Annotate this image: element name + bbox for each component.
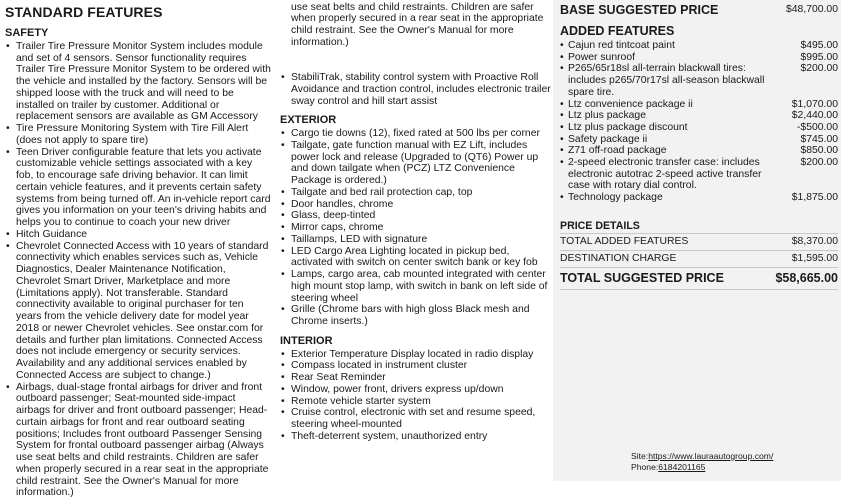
safety-airbag-continuation [280, 25, 552, 72]
phone-link[interactable]: 6184201165 [658, 462, 705, 472]
added-feature-amount: $495.00 [800, 40, 838, 52]
base-price-row [560, 3, 838, 17]
interior-item: • Exterior Temperature Display located in radio display [280, 349, 552, 361]
added-feature-row [560, 192, 838, 204]
total-price-value: $58,665.00 [775, 271, 838, 285]
total-price-label: TOTAL SUGGESTED PRICE [560, 271, 724, 285]
total-added-label: TOTAL ADDED FEATURES [560, 236, 688, 247]
pricing-panel [553, 0, 841, 481]
added-feature-amount: $2,440.00 [792, 110, 838, 122]
added-feature-name: Power sunroof [568, 52, 635, 63]
added-feature-amount: $200.00 [800, 157, 838, 169]
added-feature-row [560, 63, 838, 98]
added-feature-name: Technology package [568, 192, 663, 203]
safety-item: • Airbags, dual-stage frontal airbags for driver and front outboard passenger; Seat-mounted side-impact airbags for driver and front outboard passenger; Head-curtain airbags for front and rear outboard seating positions; Includes front outboard Passenger Sensing System for frontal outboard passenger airbag (Always use seat belts and child restraints. Children are safer when properly secured in a rear seat in the appropriate child restraint. See the Owner's Manual for more information.) [5, 382, 271, 499]
added-feature-amount: $745.00 [800, 134, 838, 146]
site-line [631, 451, 773, 461]
added-feature-amount: $1,070.00 [792, 99, 838, 111]
added-feature-row [560, 157, 838, 192]
interior-item: • Theft-deterrent system, unauthorized entry [280, 431, 552, 443]
added-feature-name: Ltz convenience package ii [568, 99, 693, 110]
total-price-row [560, 271, 838, 285]
added-feature-name: Ltz plus package discount [568, 122, 688, 133]
added-feature-row [560, 145, 838, 157]
divider [560, 289, 838, 290]
added-feature-name: Ltz plus package [568, 110, 646, 121]
exterior-item: • Taillamps, LED with signature [280, 234, 552, 246]
total-added-row [560, 236, 838, 247]
added-feature-row [560, 99, 838, 111]
added-features-list [560, 40, 838, 204]
safety-column [5, 26, 271, 481]
safety-heading: SAFETY [5, 28, 271, 40]
divider [560, 233, 838, 234]
added-feature-row [560, 52, 838, 64]
exterior-item: • Tailgate, gate function manual with EZ Lift, includes power lock and release (Upgraded to (QT6) Power up and down tailgate when (PCZ) LTZ Convenience Package is ordered.) [280, 140, 552, 187]
base-price-value: $48,700.00 [786, 4, 838, 15]
exterior-heading: EXTERIOR [280, 115, 552, 127]
added-feature-amount: $200.00 [800, 63, 838, 75]
added-feature-amount: $1,875.00 [792, 192, 838, 204]
added-feature-amount: $995.00 [800, 52, 838, 64]
added-feature-name: Z71 off-road package [568, 145, 667, 156]
features-column-2 [280, 25, 552, 443]
site-link[interactable]: https://www.lauraautogroup.com/ [648, 451, 773, 461]
exterior-item: • Glass, deep-tinted [280, 210, 552, 222]
exterior-list [280, 128, 552, 328]
exterior-item: • LED Cargo Area Lighting located in pickup bed, activated with switch on center switch bank or key fob [280, 246, 552, 270]
exterior-item: • Door handles, chrome [280, 199, 552, 211]
exterior-item: • Tailgate and bed rail protection cap, top [280, 187, 552, 199]
interior-item: • Window, power front, drivers express up/down [280, 384, 552, 396]
destination-label: DESTINATION CHARGE [560, 253, 676, 264]
interior-item: • Compass located in instrument cluster [280, 360, 552, 372]
added-feature-name: Safety package ii [568, 134, 647, 145]
added-feature-row [560, 110, 838, 122]
added-feature-amount: $850.00 [800, 145, 838, 157]
interior-list [280, 349, 552, 443]
divider [560, 267, 838, 268]
destination-row [560, 253, 838, 264]
site-label: Site: [631, 451, 648, 461]
safety-item: • Hitch Guidance [5, 229, 271, 241]
added-feature-name: Cajun red tintcoat paint [568, 40, 675, 51]
safety-item: • Tire Pressure Monitoring System with Tire Fill Alert (does not apply to spare tire) [5, 123, 271, 147]
divider [560, 250, 838, 251]
safety-item: • Chevrolet Connected Access with 10 years of standard connectivity which enables services such as, Vehicle Diagnostics, Dealer Maintenance Notification, Chevrolet Smart Driver, Marketplace and more (Limitations apply). Not transferable. Standard connectivity available to original purchaser for ten years from the vehicle delivery date for model year 2018 or newer Chevrolet vehicles. See onstar.com for details and further plan limitations. Connected Access does not include emergency or security services. Availability and any additional services enabled by Connected Access are subject to change.) [5, 241, 271, 382]
interior-heading: INTERIOR [280, 336, 552, 348]
destination-value: $1,595.00 [792, 253, 838, 264]
added-feature-name: 2-speed electronic transfer case: includes electronic autotrac 2-speed active transfer case with rotary dial control. [568, 157, 761, 191]
phone-line [631, 462, 705, 472]
added-features-heading: ADDED FEATURES [560, 24, 674, 38]
price-details-heading: PRICE DETAILS [560, 220, 640, 232]
added-feature-name: P265/65r18sl all-terrain blackwall tires: includes p265/70r17sl all-season blackwall spare tire. [568, 63, 764, 97]
base-price-label: BASE SUGGESTED PRICE [560, 3, 718, 17]
exterior-item: • Lamps, cargo area, cab mounted integrated with center high mount stop lamp, with switch in bank on left side of steering wheel [280, 269, 552, 304]
safety-list-continued [280, 72, 552, 107]
added-feature-row [560, 40, 838, 52]
safety-airbag-continuation-text: use seat belts and child restraints. Children are safer when properly secured in a rear seat in the appropriate child restraint. See the Owner's Manual for more information.) [291, 0, 546, 49]
interior-item: • Remote vehicle starter system [280, 396, 552, 408]
page-title: STANDARD FEATURES [5, 4, 163, 20]
interior-item: • Rear Seat Reminder [280, 372, 552, 384]
safety-item: • Teen Driver configurable feature that lets you activate customizable vehicle settings associated with a key fob, to encourage safe driving behavior. It can limit certain vehicle features, and it prevents certain safety systems from being turned off. An in-vehicle report card gives you information on your teen's driving habits and helps you to continue to coach your new driver [5, 147, 271, 229]
safety-list [5, 41, 271, 499]
phone-label: Phone: [631, 462, 658, 472]
added-feature-row [560, 134, 838, 146]
safety-item: • StabiliTrak, stability control system with Proactive Roll Avoidance and traction control, includes electronic trailer sway control and hill start assist [280, 72, 552, 107]
exterior-item: • Mirror caps, chrome [280, 222, 552, 234]
safety-item: • Trailer Tire Pressure Monitor System includes module and set of 4 sensors. Sensor functionality requires Trailer Tire Pressure Monitor System to be ordered with the vehicle and installed by the factory. Sensors will be shipped loose with the truck and will need to be installed on trailer by customer. Additional or replacement sensors are available as GM Accessory [5, 41, 271, 123]
exterior-item: • Grille (Chrome bars with high gloss Black mesh and Chrome inserts.) [280, 304, 552, 328]
added-feature-row [560, 122, 838, 134]
added-feature-amount: -$500.00 [797, 122, 838, 134]
exterior-item: • Cargo tie downs (12), fixed rated at 500 lbs per corner [280, 128, 552, 140]
interior-item: • Cruise control, electronic with set and resume speed, steering wheel-mounted [280, 407, 552, 431]
total-added-value: $8,370.00 [792, 236, 838, 247]
